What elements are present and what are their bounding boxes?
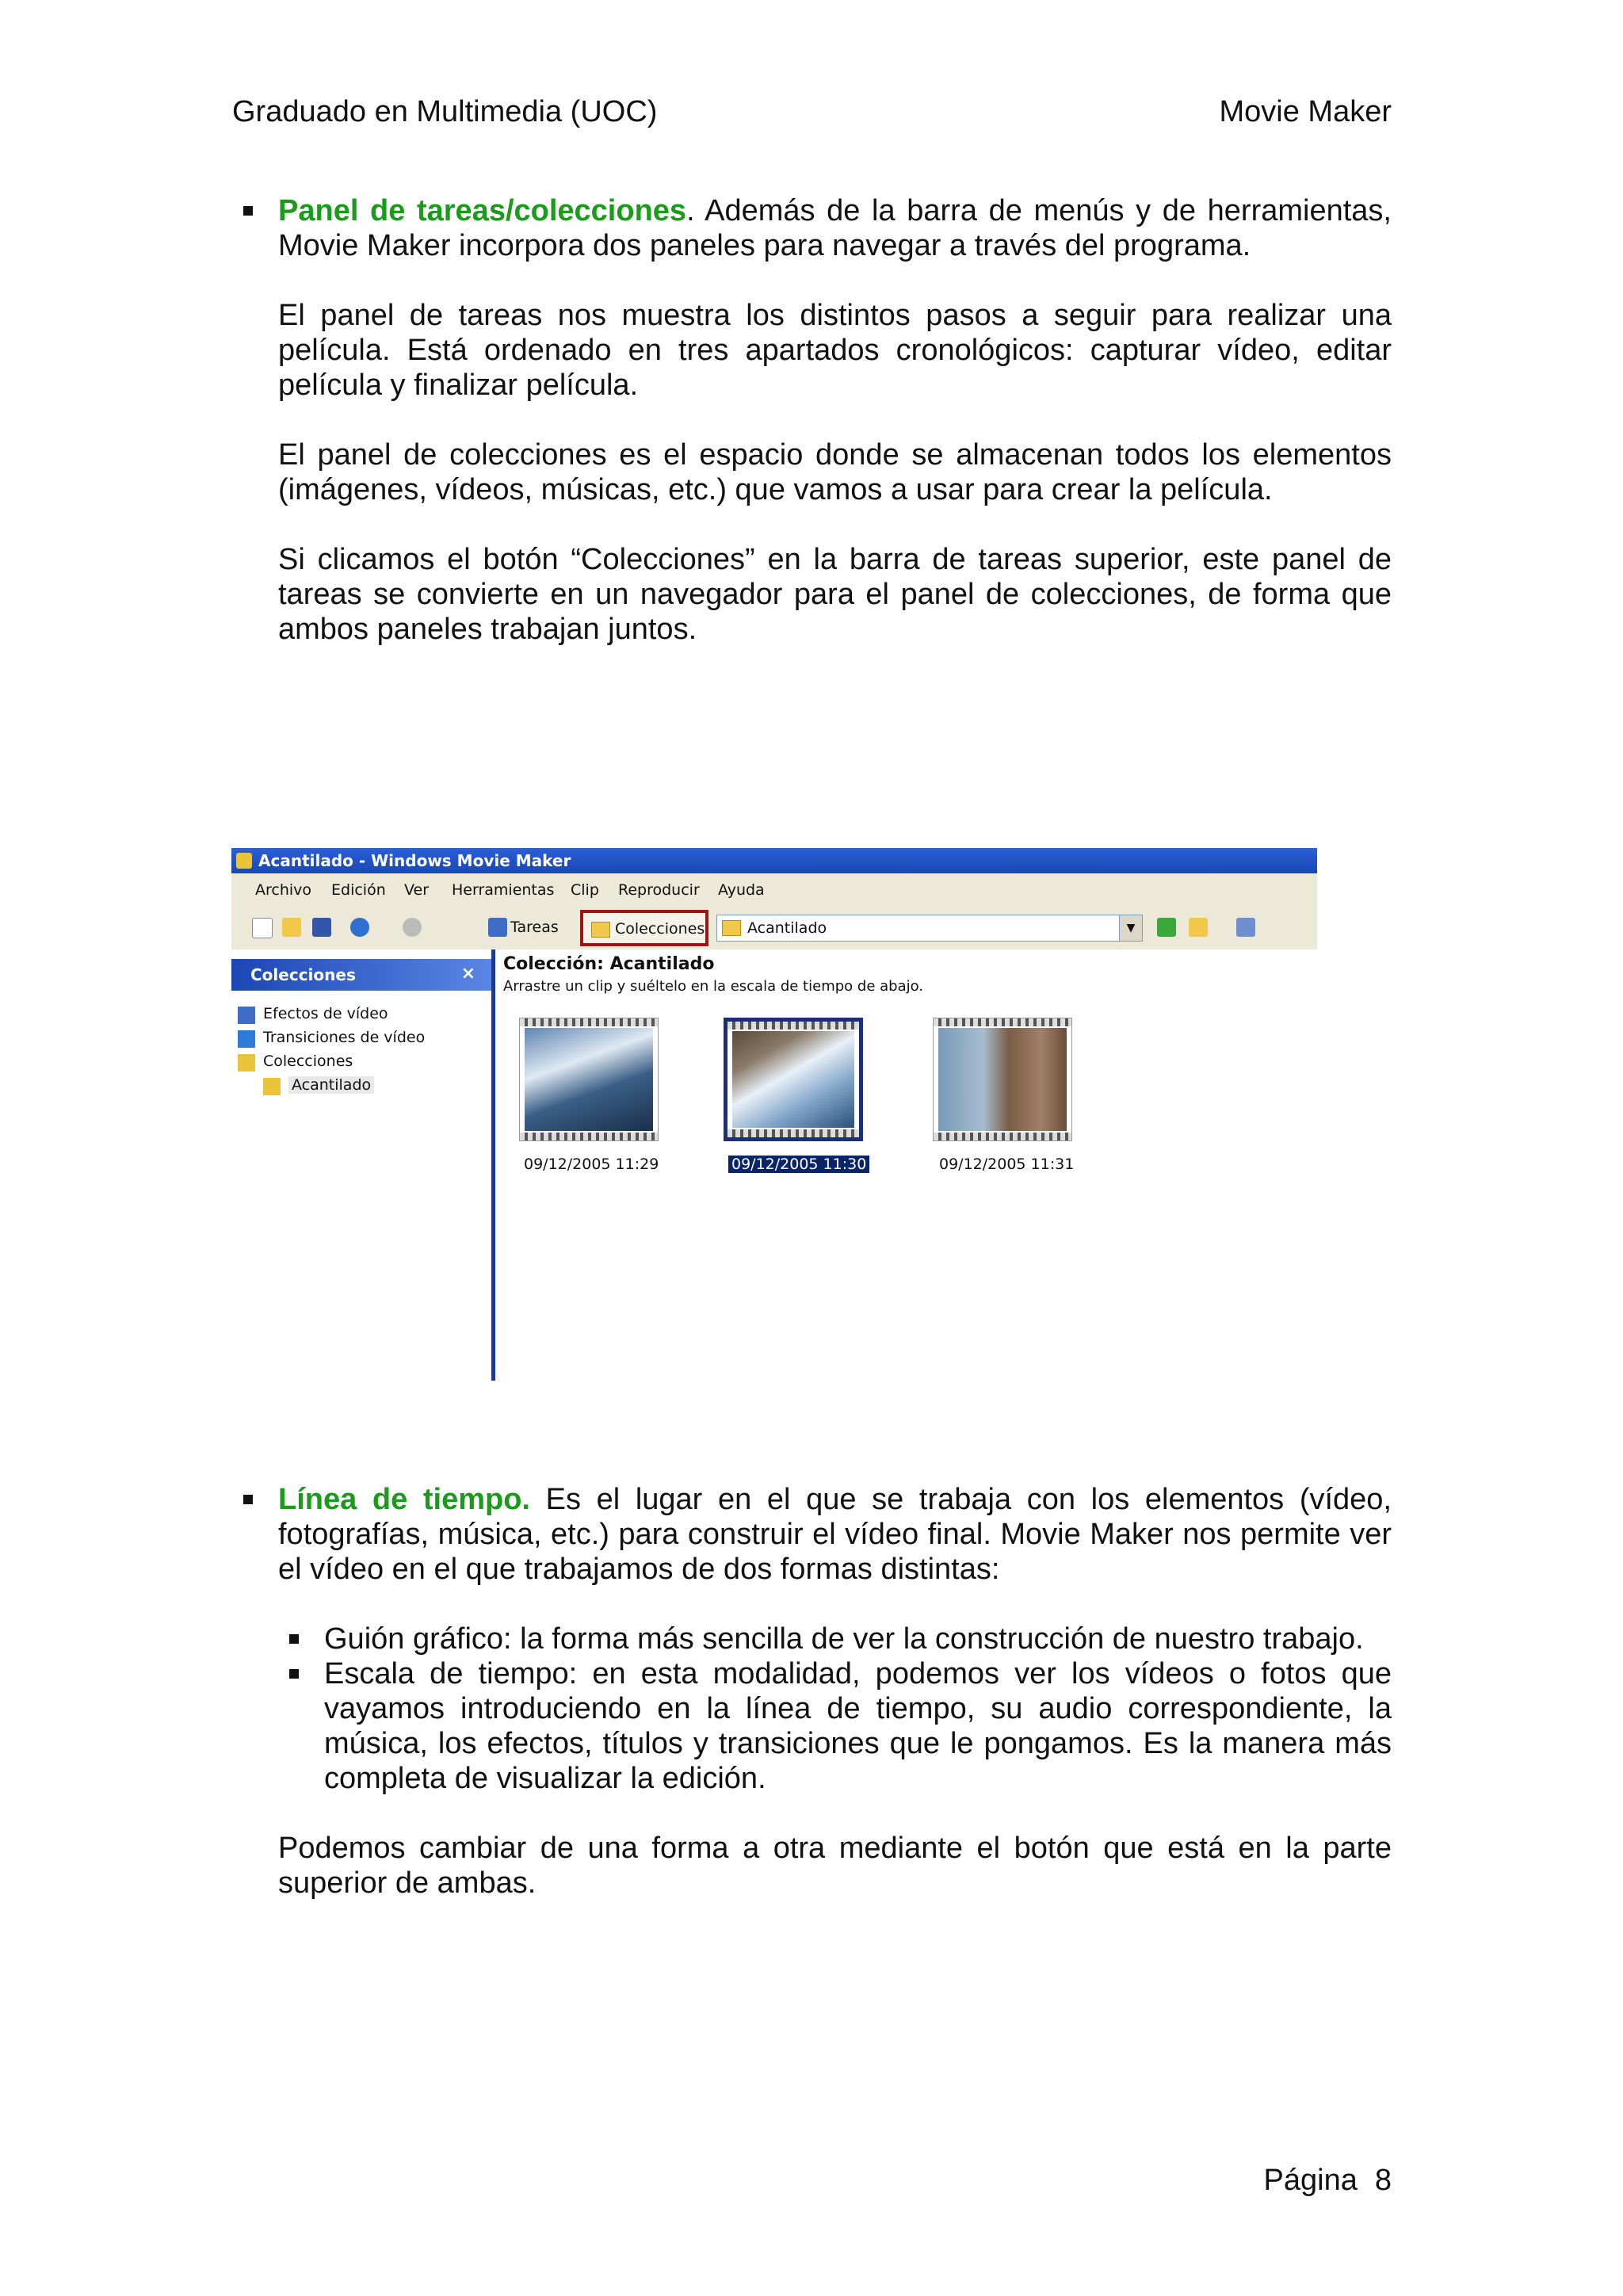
star-icon bbox=[238, 1007, 255, 1024]
movie-maker-icon bbox=[236, 853, 252, 869]
folder-icon bbox=[591, 922, 610, 938]
bullet-icon bbox=[289, 1669, 299, 1679]
clip-thumbnail-selected[interactable] bbox=[724, 1018, 863, 1141]
section2-closing: Podemos cambiar de una forma a otra mediante el botón que está en la parte superior de ambas. bbox=[278, 1832, 1392, 1900]
clip-image bbox=[732, 1031, 854, 1128]
pane-title: Colecciones bbox=[250, 965, 356, 984]
header-topic: Movie Maker bbox=[1219, 95, 1392, 128]
collections-pane-header bbox=[231, 959, 491, 991]
section1-p3: El panel de colecciones es el espacio donde se almacenan todos los elementos (imágenes, vídeos, músicas, etc.) que vamos a usar para crear la película. bbox=[278, 438, 1392, 506]
menu-edicion[interactable]: Edición bbox=[331, 881, 386, 899]
collection-contents bbox=[495, 949, 1317, 1203]
section1-p2: El panel de tareas nos muestra los distintos pasos a seguir para realizar una película. Está ordenado en tres apartados cronológicos: capturar vídeo, editar película y finalizar película. bbox=[278, 299, 1392, 402]
close-icon[interactable]: × bbox=[460, 964, 475, 984]
section-linea-tiempo bbox=[232, 1482, 1392, 1901]
dropdown-value: Acantilado bbox=[747, 919, 827, 937]
header-course: Graduado en Multimedia (UOC) bbox=[232, 95, 658, 128]
clip-thumbnail[interactable] bbox=[519, 1018, 659, 1141]
clip-caption: 09/12/2005 11:31 bbox=[939, 1156, 1075, 1173]
section-panel-tareas bbox=[232, 193, 1392, 647]
colecciones-label: Colecciones bbox=[615, 920, 705, 938]
collection-icon bbox=[263, 1078, 281, 1095]
window-titlebar bbox=[231, 848, 1317, 873]
new-folder-icon[interactable] bbox=[1189, 918, 1208, 937]
section2-list bbox=[232, 1656, 1392, 1796]
collection-dropdown[interactable] bbox=[716, 915, 1143, 942]
list-item: Guión gráfico: la forma más sencilla de ver la construcción de nuestro trabajo. bbox=[324, 1622, 1364, 1656]
clip-thumbnail[interactable] bbox=[933, 1018, 1072, 1141]
undo-icon[interactable] bbox=[350, 918, 369, 937]
menu-herramientas[interactable]: Herramientas bbox=[452, 881, 555, 899]
clip-caption: 09/12/2005 11:29 bbox=[524, 1156, 659, 1173]
collection-hint: Arrastre un clip y suéltelo en la escala de tiempo de abajo. bbox=[503, 978, 924, 995]
window-title: Acantilado - Windows Movie Maker bbox=[258, 851, 571, 870]
menu-clip[interactable]: Clip bbox=[571, 881, 599, 899]
menu-archivo[interactable]: Archivo bbox=[255, 881, 312, 899]
redo-icon[interactable] bbox=[403, 918, 422, 937]
section1-intro: Panel de tareas/colecciones. Además de la barra de menús y de herramientas, Movie Maker incorpora dos paneles para navegar a través del programa. bbox=[278, 194, 1392, 262]
open-folder-icon[interactable] bbox=[282, 918, 301, 937]
tasks-icon bbox=[488, 918, 507, 937]
bullet-icon bbox=[289, 1634, 299, 1644]
section2-intro: Línea de tiempo. Es el lugar en el que se trabaja con los elementos (vídeo, fotografías, música, etc.) para construir el vídeo final. Movie Maker nos permite ver el vídeo en el que trabajamos de dos formas distintas: bbox=[278, 1483, 1392, 1586]
page-header bbox=[232, 95, 1392, 135]
save-icon[interactable] bbox=[312, 918, 331, 937]
list-item: Escala de tiempo: en esta modalidad, podemos ver los vídeos o fotos que vayamos introduciendo en la línea de tiempo, su audio correspondiente, la música, los efectos, títulos y transiciones que le pongamos. Es la manera más completa de visualizar la edición. bbox=[324, 1657, 1392, 1795]
section2-list bbox=[232, 1622, 1392, 1656]
bullet-icon bbox=[243, 1495, 253, 1504]
collections-pane: Colecciones × Efectos de vídeo Transiciones de vídeo Colecciones Acantilado bbox=[231, 949, 495, 1381]
section2-title: Línea de tiempo. bbox=[278, 1483, 530, 1516]
movie-maker-screenshot bbox=[231, 848, 1317, 1381]
collection-title: Colección: Acantilado bbox=[503, 954, 715, 974]
tareas-button[interactable]: Tareas bbox=[510, 919, 559, 936]
bullet-icon bbox=[243, 206, 253, 216]
chevron-down-icon[interactable]: ▼ bbox=[1119, 915, 1142, 941]
toolbar bbox=[231, 905, 1317, 950]
collection-icon bbox=[238, 1054, 255, 1072]
views-icon[interactable] bbox=[1236, 918, 1255, 937]
clip-caption-selected: 09/12/2005 11:30 bbox=[728, 1156, 869, 1173]
menu-reproducir[interactable]: Reproducir bbox=[618, 881, 700, 899]
section1-p4: Si clicamos el botón “Colecciones” en la barra de tareas superior, este panel de tareas se convierte en un navegador para el panel de colecciones, de forma que ambos paneles trabajan juntos. bbox=[278, 543, 1392, 646]
menu-ver[interactable]: Ver bbox=[404, 881, 430, 899]
menu-bar bbox=[231, 873, 1317, 906]
colecciones-button[interactable] bbox=[580, 910, 708, 946]
menu-ayuda[interactable]: Ayuda bbox=[718, 881, 765, 899]
transition-icon bbox=[238, 1030, 255, 1048]
up-folder-icon[interactable] bbox=[1157, 918, 1176, 937]
new-file-icon[interactable] bbox=[252, 918, 273, 938]
clip-image bbox=[525, 1028, 653, 1131]
page-value: 8 bbox=[1374, 2164, 1392, 2197]
clip-image bbox=[938, 1028, 1067, 1131]
page-number bbox=[1189, 2164, 1392, 2198]
section1-title: Panel de tareas/colecciones bbox=[278, 194, 687, 227]
collection-icon bbox=[722, 920, 741, 936]
page-label: Página bbox=[1263, 2164, 1358, 2197]
